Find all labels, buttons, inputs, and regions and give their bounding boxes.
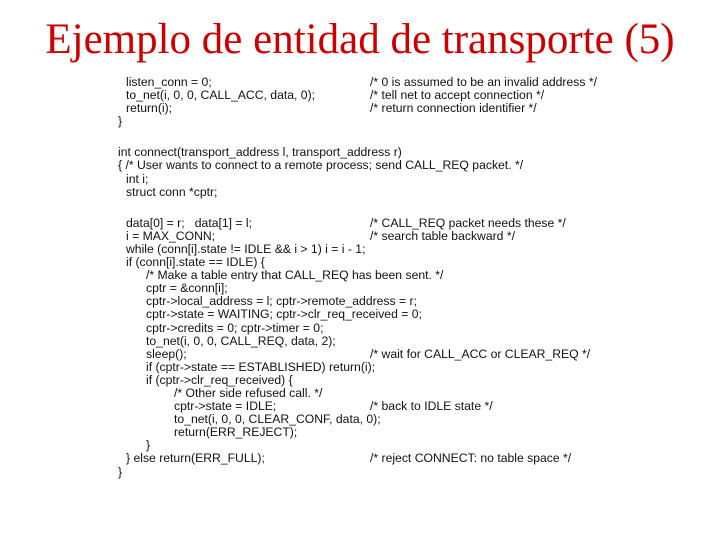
- code-text: if (cptr->clr_req_received) {: [146, 372, 293, 387]
- code-text: return(i);: [126, 101, 173, 116]
- code-text: while (conn[i].state != IDLE && i > 1) i = i - 1;: [126, 241, 366, 256]
- code-comment: /* CALL_REQ packet needs these */: [370, 215, 566, 230]
- code-text: struct conn *cptr;: [126, 184, 218, 199]
- code-comment: /* search table backward */: [370, 228, 515, 243]
- code-text: data[0] = r; data[1] = l;: [126, 215, 253, 230]
- code-comment: /* back to IDLE state */: [370, 399, 493, 414]
- code-text: cptr->credits = 0; cptr->timer = 0;: [146, 320, 324, 335]
- code-comment: /* 0 is assumed to be an invalid address */: [370, 75, 597, 89]
- code-text: sleep();: [146, 346, 187, 361]
- code-text: return(ERR_REJECT);: [174, 425, 298, 440]
- code-text: cptr->state = IDLE;: [174, 399, 277, 414]
- code-comment: /* tell net to accept connection */: [370, 88, 545, 103]
- code-text: int connect(transport_address l, transport_address r): [118, 145, 402, 160]
- code-text: cptr->state = WAITING; cptr->clr_req_received = 0;: [146, 307, 422, 322]
- code-text: }: [118, 114, 123, 129]
- code-text: if (cptr->state == ESTABLISHED) return(i);: [146, 359, 376, 374]
- slide-title: Ejemplo de entidad de transporte (5): [45, 16, 675, 63]
- code-text: to_net(i, 0, 0, CALL_REQ, data, 2);: [146, 333, 336, 348]
- code-text: }: [118, 464, 123, 479]
- code-comment: /* return connection identifier */: [370, 101, 537, 116]
- code-text: cptr->local_address = l; cptr->remote_address = r;: [146, 294, 417, 309]
- code-text: listen_conn = 0;: [126, 75, 212, 89]
- code-text: i = MAX_CONN;: [126, 228, 216, 243]
- code-text: }: [146, 438, 151, 453]
- code-text: } else return(ERR_FULL);: [126, 451, 265, 466]
- code-text: to_net(i, 0, 0, CALL_ACC, data, 0);: [126, 88, 316, 103]
- code-text: { /* User wants to connect to a remote process; send CALL_REQ packet. */: [118, 158, 524, 173]
- code-text: /* Make a table entry that CALL_REQ has been sent. */: [146, 268, 444, 283]
- code-text: /* Other side refused call. */: [174, 385, 323, 400]
- code-text: if (conn[i].state == IDLE) {: [126, 255, 265, 270]
- code-comment: /* reject CONNECT: no table space */: [370, 451, 572, 466]
- code-comment: /* wait for CALL_ACC or CLEAR_REQ */: [370, 346, 591, 361]
- code-text: cptr = &conn[i];: [146, 281, 228, 296]
- code-text: to_net(i, 0, 0, CLEAR_CONF, data, 0);: [174, 412, 381, 427]
- code-text: int i;: [126, 171, 149, 186]
